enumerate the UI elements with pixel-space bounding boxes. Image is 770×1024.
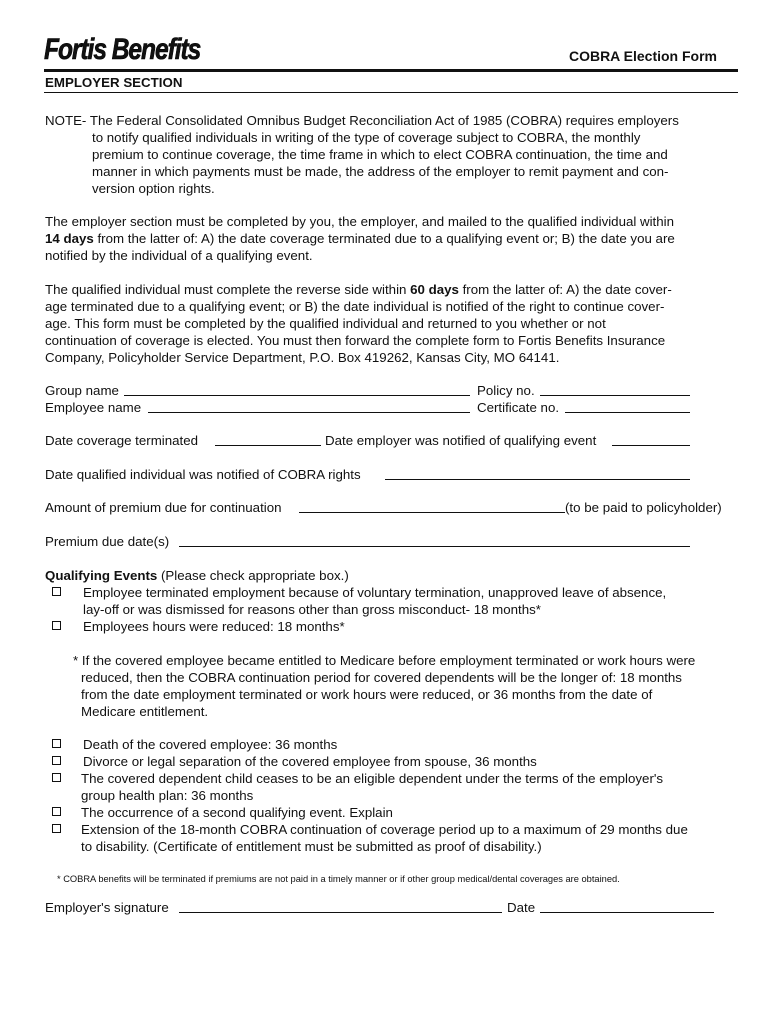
deadline-14-days: 14 days: [45, 231, 94, 246]
event-divorce-separation: Divorce or legal separation of the covered employee from spouse, 36 months: [83, 754, 537, 769]
qualifying-events-instruction: (Please check appropriate box.): [157, 568, 349, 583]
employer-signature-label: Employer's signature: [45, 900, 169, 915]
event-dependent-child-line-2: group health plan: 36 months: [81, 788, 254, 803]
employee-name-field[interactable]: [148, 412, 470, 413]
employer-instruction-line-3: notified by the individual of a qualifying event.: [45, 248, 313, 263]
employer-instruction-line-1: The employer section must be completed by you, the employer, and mailed to the qualified individual within: [45, 214, 674, 229]
note-line-2: to notify qualified individuals in writing of the type of coverage subject to COBRA, the monthly: [92, 130, 641, 145]
premium-due-dates-field[interactable]: [179, 546, 690, 547]
date-field[interactable]: [540, 912, 714, 913]
deadline-60-days: 60 days: [410, 282, 459, 297]
individual-instruction-pre: The qualified individual must complete the reverse side within: [45, 282, 411, 297]
medicare-note-line-4: Medicare entitlement.: [81, 704, 209, 719]
checkbox-divorce-separation[interactable]: [52, 756, 61, 765]
note-line-3: premium to continue coverage, the time frame in which to elect COBRA continuation, the time and: [92, 147, 668, 162]
medicare-note-line-2: reduced, then the COBRA continuation period for covered dependents will be the longer of: 18 months: [81, 670, 682, 685]
date-label: Date: [507, 900, 536, 915]
certificate-no-field[interactable]: [565, 412, 690, 413]
note-line-5: version option rights.: [92, 181, 215, 196]
policy-no-label: Policy no.: [477, 383, 535, 398]
note-line-4: manner in which payments must be made, the address of the employer to remit payment and con-: [92, 164, 669, 179]
employee-name-label: Employee name: [45, 400, 142, 415]
event-disability-extension-line-1: Extension of the 18-month COBRA continuation of coverage period up to a maximum of 29 months due: [81, 822, 688, 837]
section-title: EMPLOYER SECTION: [45, 75, 183, 90]
individual-instruction-post: from the latter of: A) the date cover-: [458, 282, 672, 297]
paid-to-policyholder-label: (to be paid to policyholder): [565, 500, 722, 515]
group-name-label: Group name: [45, 383, 119, 398]
medicare-note-line-1: * If the covered employee became entitled to Medicare before employment terminated or work hours were: [73, 653, 696, 668]
date-employer-notified-field[interactable]: [612, 445, 690, 446]
checkbox-voluntary-termination[interactable]: [52, 587, 61, 596]
event-dependent-child-line-1: The covered dependent child ceases to be an eligible dependent under the terms of the employer's: [81, 771, 664, 786]
checkbox-second-qualifying-event[interactable]: [52, 807, 61, 816]
employer-instruction-line-2-rest: from the latter of: A) the date coverage terminated due to a qualifying event or; B) the date you are: [93, 231, 675, 246]
premium-due-dates-label: Premium due date(s): [45, 534, 170, 549]
checkbox-death-of-employee[interactable]: [52, 739, 61, 748]
date-coverage-terminated-label: Date coverage terminated: [45, 433, 198, 448]
individual-instruction-line-5: Company, Policyholder Service Department, P.O. Box 419262, Kansas City, MO 64141.: [45, 350, 560, 365]
date-individual-notified-field[interactable]: [385, 479, 690, 480]
form-title: COBRA Election Form: [568, 48, 717, 64]
amount-premium-label: Amount of premium due for continuation: [45, 500, 282, 515]
event-death-of-employee: Death of the covered employee: 36 months: [83, 737, 338, 752]
date-coverage-terminated-field[interactable]: [215, 445, 321, 446]
individual-instruction-line-2: age terminated due to a qualifying event; or B) the date individual is notified of the right to continue cover-: [45, 299, 665, 314]
section-rule: [44, 92, 738, 93]
employer-signature-field[interactable]: [179, 912, 502, 913]
event-disability-extension-line-2: to disability. (Certificate of entitlement must be submitted as proof of disability.): [81, 839, 542, 854]
date-individual-notified-label: Date qualified individual was notified of COBRA rights: [45, 467, 361, 482]
header-thick-rule: [44, 69, 738, 72]
medicare-note-line-3: from the date employment terminated or work hours were reduced, or 36 months from the date of: [81, 687, 653, 702]
note-line-1: NOTE- The Federal Consolidated Omnibus Budget Reconciliation Act of 1985 (COBRA) requires employers: [45, 113, 679, 128]
individual-instruction-line-1: [45, 281, 672, 298]
termination-footnote: * COBRA benefits will be terminated if premiums are not paid in a timely manner or if other group medical/dental coverages are obtained.: [57, 874, 620, 884]
individual-instruction-line-3: age. This form must be completed by the qualified individual and returned to you whether or not: [45, 316, 606, 331]
individual-instruction-line-4: continuation of coverage is elected. You must then forward the complete form to Fortis Benefits Insurance: [45, 333, 666, 348]
amount-premium-field[interactable]: [299, 512, 565, 513]
event-hours-reduced: Employees hours were reduced: 18 months*: [83, 619, 345, 634]
qualifying-events-heading: [45, 567, 349, 584]
date-employer-notified-label: Date employer was notified of qualifying event: [325, 433, 597, 448]
group-name-field[interactable]: [124, 395, 470, 396]
qualifying-events-title: Qualifying Events: [45, 568, 158, 583]
fortis-benefits-logo: Fortis Benefits: [44, 33, 201, 66]
policy-no-field[interactable]: [540, 395, 690, 396]
checkbox-dependent-child[interactable]: [52, 773, 61, 782]
checkbox-hours-reduced[interactable]: [52, 621, 61, 630]
certificate-no-label: Certificate no.: [477, 400, 560, 415]
event-second-qualifying-event: The occurrence of a second qualifying event. Explain: [81, 805, 393, 820]
checkbox-disability-extension[interactable]: [52, 824, 61, 833]
event-voluntary-termination-line-1: Employee terminated employment because of voluntary termination, unapproved leave of absence,: [83, 585, 667, 600]
employer-instruction-line-2: [45, 230, 675, 247]
event-voluntary-termination-line-2: lay-off or was dismissed for reasons other than gross misconduct- 18 months*: [83, 602, 541, 617]
